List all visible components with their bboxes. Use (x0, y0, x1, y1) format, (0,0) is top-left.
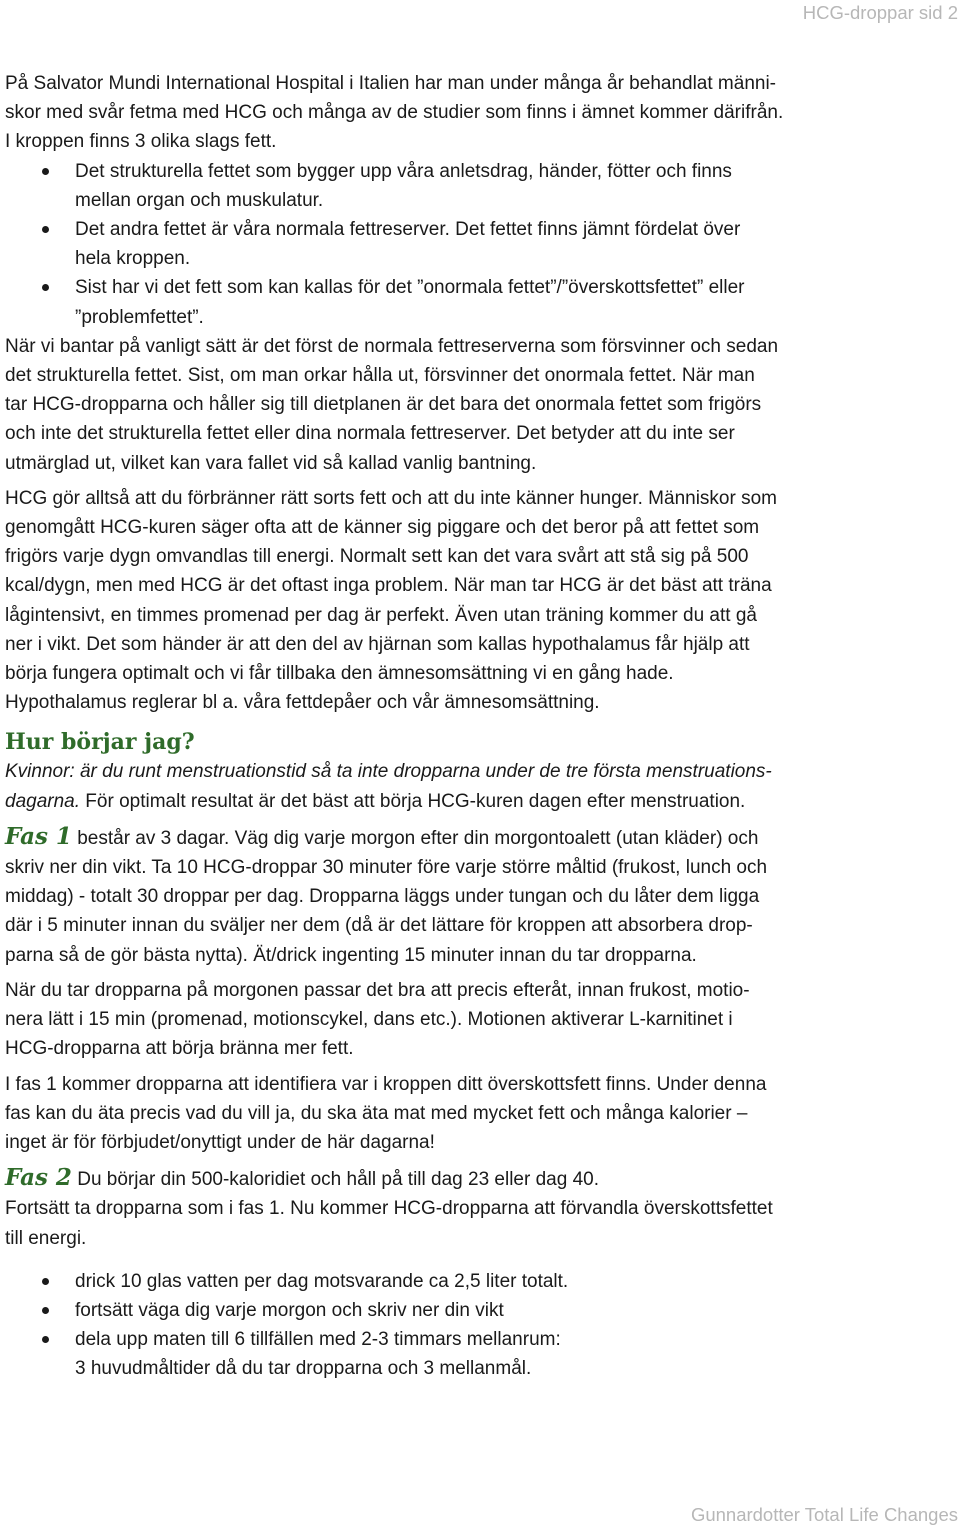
bullet-icon (42, 226, 49, 233)
list-item (5, 273, 945, 331)
phase1-label: Fas 1 (5, 822, 72, 850)
text-line: Sist har vi det fett som kan kallas för det ”onormala fettet”/”överskottsfettet” eller (75, 277, 745, 299)
text-line: det strukturella fettet. Sist, om man orkar hålla ut, försvinner det onormala fettet. När man (5, 365, 755, 387)
text-line: fortsätt väga dig varje morgon och skriv ner din vikt (75, 1299, 504, 1321)
text-line: kcal/dygn, men med HCG är det oftast inga problem. När man tar HCG är det bäst att träna (5, 575, 772, 597)
intro-paragraph (5, 69, 945, 157)
text-line: parna så de gör bästa nytta). Ät/drick ingenting 15 minuter innan du tar dropparna. (5, 944, 697, 966)
text-line: frigörs varje dygn omvandlas till energi. Normalt sett kan det vara svårt att stå sig på 500 (5, 546, 749, 568)
text-line: tar HCG-dropparna och håller sig till dietplanen är det bara det onormala fettet som frigörs (5, 394, 762, 416)
text-line: Det strukturella fettet som bygger upp våra anletsdrag, händer, fötter och finns (75, 160, 732, 182)
text-line: skriv ner din vikt. Ta 10 HCG-droppar 30 minuter före varje större måltid (frukost, lunch och (5, 857, 768, 879)
women-note (5, 757, 945, 815)
text-line: där i 5 minuter innan du sväljer ner dem (då är det lättare för kroppen att absorbera drop- (5, 915, 753, 937)
text-line: I kroppen finns 3 olika slags fett. (5, 131, 277, 153)
phase2-paragraph (5, 1163, 945, 1253)
italic-text: dagarna. (5, 790, 81, 812)
bullet-icon (42, 1278, 49, 1285)
fat-types-list (5, 157, 945, 332)
text-line: genomgått HCG-kuren säger ofta att de känner sig piggare och det beror på att fettet som (5, 517, 760, 539)
phase2-first-line: Du börjar din 500-kaloridiet och håll på till dag 23 eller dag 40. (71, 1169, 599, 1191)
bullet-icon (42, 168, 49, 175)
text-line: till energi. (5, 1227, 87, 1249)
text-line: Det andra fettet är våra normala fettreserver. Det fettet finns jämnt fördelat över (75, 219, 741, 241)
list-item (5, 1296, 945, 1325)
text-line: hela kroppen. (75, 248, 191, 270)
text-line (5, 1163, 945, 1194)
text-line: Hypothalamus reglerar bl a. våra fettdepåer och vår ämnesomsättning. (5, 692, 600, 714)
text-line: nera lätt i 15 min (promenad, motionscykel, dans etc.). Motionen aktiverar L-karnitinet i (5, 1009, 733, 1031)
text-line: skor med svår fetma med HCG och många av de studier som finns i ämnet kommer därifrån. (5, 102, 784, 124)
text-line: HCG gör alltså att du förbränner rätt sorts fett och att du inte känner hunger. Människor som (5, 487, 777, 509)
list-item (5, 1325, 945, 1383)
section-heading: Hur börjar jag? (5, 729, 195, 756)
text-line: När du tar dropparna på morgonen passar det bra att precis efteråt, innan frukost, motio- (5, 979, 750, 1001)
list-item (5, 157, 945, 215)
text-line: dela upp maten till 6 tillfällen med 2-3 timmars mellanrum: (75, 1329, 561, 1351)
phase2-label: Fas 2 (5, 1164, 72, 1192)
phase2-list (5, 1267, 945, 1384)
page-header: HCG-droppar sid 2 (802, 2, 958, 23)
text-line: lågintensivt, en timmes promenad per dag är perfekt. Även utan träning kommer du att gå (5, 604, 757, 626)
text-line: middag) - totalt 30 droppar per dag. Dropparna läggs under tungan och du låter dem ligga (5, 886, 760, 908)
phase1-eat-paragraph (5, 1070, 945, 1158)
diet-paragraph (5, 332, 945, 478)
normal-text: För optimalt resultat är det bäst att börja HCG-kuren dagen efter menstruation. (80, 790, 746, 812)
text-line: Fortsätt ta dropparna som i fas 1. Nu kommer HCG-dropparna att förvandla överskottsfettet (5, 1198, 773, 1220)
phase1-paragraph (5, 822, 945, 970)
text-line: utmärglad ut, vilket kan vara fallet vid så kallad vanlig bantning. (5, 452, 537, 474)
text-line: I fas 1 kommer dropparna att identifiera var i kroppen ditt överskottsfett finns. Under denna (5, 1073, 767, 1095)
text-line: börja fungera optimalt och vi får tillbaka den ämnesomsättning vi en gång hade. (5, 663, 674, 685)
text-line (5, 787, 945, 816)
text-line: När vi bantar på vanligt sätt är det först de normala fettreserverna som försvinner och sedan (5, 335, 779, 357)
text-line: och inte det strukturella fettet eller dina normala fettreserver. Det betyder att du inte ser (5, 423, 735, 445)
phase1-first-line: består av 3 dagar. Väg dig varje morgon efter din morgontoalett (utan kläder) och (71, 827, 759, 849)
text-line: HCG-dropparna att börja bränna mer fett. (5, 1038, 354, 1060)
text-line: fas kan du äta precis vad du vill ja, du ska äta mat med mycket fett och många kalorier – (5, 1102, 748, 1124)
text-line: drick 10 glas vatten per dag motsvarande ca 2,5 liter totalt. (75, 1270, 569, 1292)
bullet-icon (42, 284, 49, 291)
bullet-icon (42, 1336, 49, 1343)
bullet-icon (42, 1307, 49, 1314)
list-item (5, 1267, 945, 1296)
text-line: Kvinnor: är du runt menstruationstid så ta inte dropparna under de tre första menstruations- (5, 761, 772, 783)
document-body (5, 69, 945, 1384)
hcg-paragraph (5, 484, 945, 718)
text-line: 3 huvudmåltider då du tar dropparna och 3 mellanmål. (75, 1358, 532, 1380)
list-item (5, 215, 945, 273)
text-line (5, 822, 945, 853)
text-line: På Salvator Mundi International Hospital i Italien har man under många år behandlat männi- (5, 73, 777, 94)
morning-paragraph (5, 976, 945, 1064)
text-line: mellan organ och muskulatur. (75, 189, 324, 211)
page-footer: Gunnardotter Total Life Changes (690, 1504, 958, 1525)
text-line: inget är för förbjudet/onyttigt under de här dagarna! (5, 1131, 435, 1153)
text-line: ner i vikt. Det som händer är att den del av hjärnan som kallas hypothalamus får hjälp att (5, 633, 750, 655)
text-line: ”problemfettet”. (75, 306, 204, 328)
